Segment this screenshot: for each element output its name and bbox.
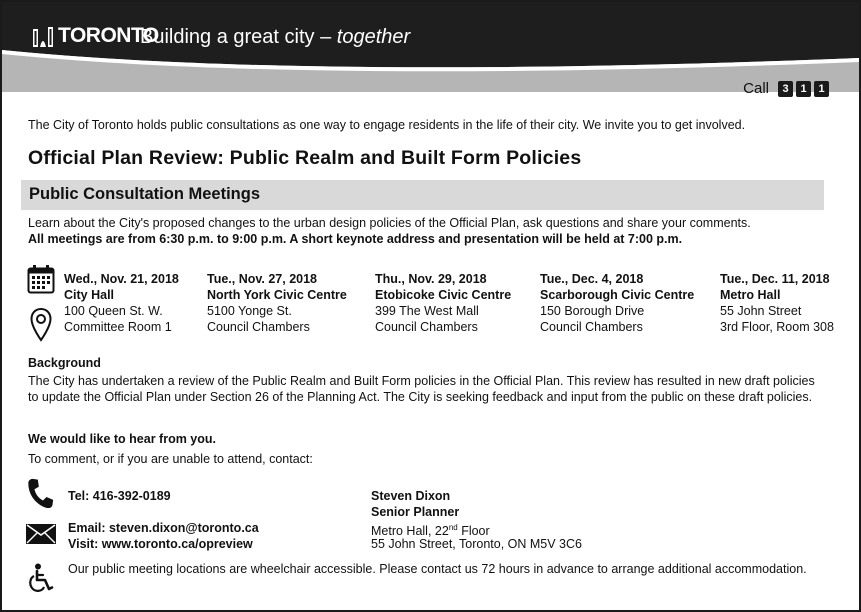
tagline [140, 26, 410, 49]
section-bar [21, 180, 824, 210]
tagline-main: Building a great city [140, 26, 315, 48]
office-floor-suffix: nd [448, 523, 458, 532]
tagline-dash: – [314, 26, 337, 48]
section-title: Public Consultation Meetings [29, 185, 261, 203]
location-pin-icon [30, 308, 52, 342]
envelope-icon [25, 523, 57, 545]
meeting-city-hall [64, 271, 179, 335]
meeting-date: Wed., Nov. 21, 2018 [64, 272, 179, 286]
meeting-venue: City Hall [64, 288, 115, 302]
call-key: 1 [796, 81, 811, 97]
intro-text: The City of Toronto holds public consultations as one way to engage residents in the life of their city. We invite you to get involved. [28, 118, 746, 132]
meeting-date: Thu., Nov. 29, 2018 [375, 272, 487, 286]
meeting-room: Council Chambers [540, 320, 643, 334]
meeting-room: Committee Room 1 [64, 320, 172, 334]
meeting-date: Tue., Nov. 27, 2018 [207, 272, 318, 286]
page-title: Official Plan Review: Public Realm and Built Form Policies [28, 147, 582, 169]
logo-wordmark: TORONTO [58, 24, 159, 47]
contact-role: Senior Planner [371, 505, 460, 519]
tagline-emphasis: together [336, 26, 411, 48]
background-text: The City has undertaken a review of the Public Realm and Built Form policies in the Official Plan. This review has resulted in new draft policies to update the Official Plan under Section 26 of the Planning Act. The City is seeking feedback and input from the public on these draft policies. [28, 374, 815, 404]
comment-text: To comment, or if you are unable to attend, contact: [28, 452, 313, 466]
office-floor: Floor [457, 524, 490, 539]
meeting-address: 5100 Yonge St. [207, 304, 292, 318]
office-building: Metro Hall, 22 [371, 524, 449, 539]
contact-address: 55 John Street, Toronto, ON M5V 3C6 [371, 537, 582, 551]
meeting-venue: Metro Hall [720, 288, 781, 302]
meeting-address: 150 Borough Drive [540, 304, 645, 318]
meeting-room: Council Chambers [375, 320, 478, 334]
wheelchair-icon [28, 563, 54, 593]
hear-heading: We would like to hear from you. [28, 432, 216, 446]
contact-phone[interactable]: Tel: 416-392-0189 [68, 489, 171, 503]
meeting-address: 55 John Street [720, 304, 802, 318]
meeting-venue: Scarborough Civic Centre [540, 288, 695, 302]
background-heading: Background [28, 356, 101, 370]
contact-website[interactable]: Visit: www.toronto.ca/opreview [68, 537, 253, 551]
calendar-icon [27, 264, 55, 294]
meeting-room: 3rd Floor, Room 308 [720, 320, 834, 334]
contact-name: Steven Dixon [371, 489, 451, 503]
meeting-scarborough [540, 271, 694, 335]
meeting-room: Council Chambers [207, 320, 310, 334]
city-hall-icon [32, 25, 54, 47]
meeting-times: All meetings are from 6:30 p.m. to 9:00 p.m. A short keynote address and presentation will be held at 7:00 p.m. [28, 232, 683, 246]
meetings-description [28, 215, 838, 247]
learn-text: Learn about the City's proposed changes to the urban design policies of the Official Plan, ask questions and share your comments. [28, 216, 751, 230]
meeting-venue: North York Civic Centre [207, 288, 347, 302]
call-key: 1 [814, 81, 829, 97]
call-311[interactable] [743, 80, 829, 97]
accessibility-note: Our public meeting locations are wheelchair accessible. Please contact us 72 hours in advance to arrange additional accommodation. [68, 562, 807, 576]
phone-icon [25, 478, 55, 508]
meeting-etobicoke [375, 271, 511, 335]
meeting-address: 100 Queen St. W. [64, 304, 163, 318]
meeting-date: Tue., Dec. 4, 2018 [540, 272, 644, 286]
meeting-north-york [207, 271, 347, 335]
meeting-metro-hall [720, 271, 834, 335]
meeting-venue: Etobicoke Civic Centre [375, 288, 512, 302]
call-label: Call [743, 80, 769, 97]
meeting-address: 399 The West Mall [375, 304, 479, 318]
call-key: 3 [778, 81, 793, 97]
meeting-date: Tue., Dec. 11, 2018 [720, 272, 830, 286]
contact-email[interactable]: Email: steven.dixon@toronto.ca [68, 521, 259, 535]
